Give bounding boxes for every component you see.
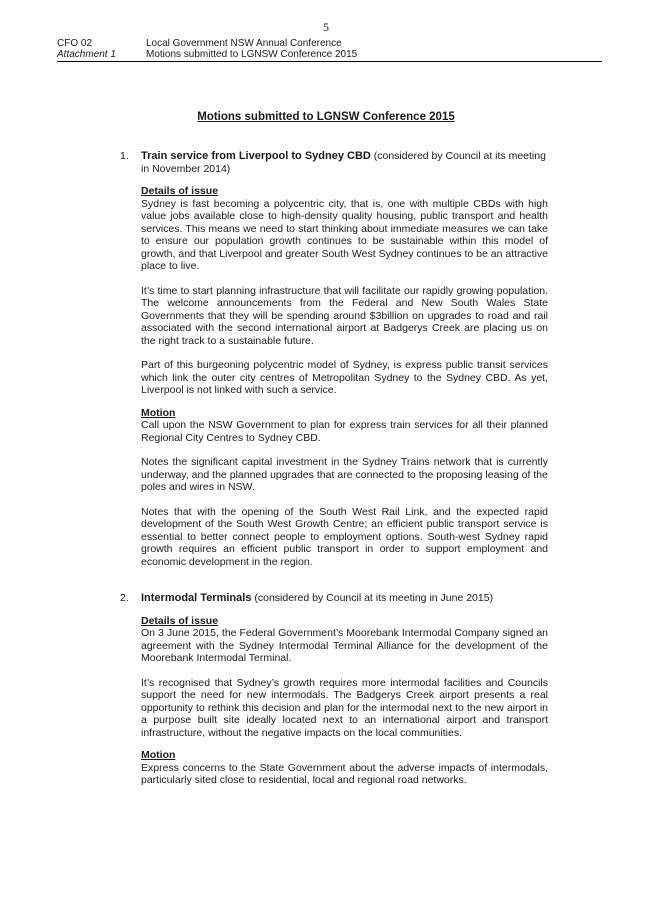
- details-section: [141, 185, 548, 397]
- motions-list: [120, 150, 548, 787]
- details-section: [141, 615, 548, 740]
- paragraph: Express concerns to the State Government about the adverse impacts of intermodals, particularly sited close to residential, local and regional road networks.: [141, 761, 548, 786]
- paragraph: It’s time to start planning infrastructure that will facilitate our rapidly growing population. The welcome announcements from the Federal and New South Wales State Governments that they will be spending around $3billion on upgrades to road and rail associated with the second international airport at Badgerys Creek are placing us on the right track to a sustainable future.: [141, 284, 548, 347]
- motion-item: [120, 592, 548, 787]
- paragraph: Notes that with the opening of the South West Rail Link, and the expected rapid development of the South West Growth Centre; an efficient public transport service is essential to better connect people to employment options. South-west Sydney rapid growth requires an efficient public transport in order to support employment and economic development in the region.: [141, 505, 548, 568]
- paragraph: Sydney is fast becoming a polycentric city, that is, one with multiple CBDs with high value jobs available close to high-density quality housing, public transport and health services. This means we need to start thinking about immediate measures we can take to ensure our population growth continues to be sustainable within this model of growth, and that Liverpool and greater South West Sydney continues to be an attractive place to live.: [141, 197, 548, 272]
- paragraph: On 3 June 2015, the Federal Government’s Moorebank Intermodal Company signed an agreement with the Sydney Intermodal Terminal Alliance for the development of the Moorebank Intermodal Terminal.: [141, 627, 548, 664]
- header-left: [57, 38, 116, 60]
- header-divider: [57, 61, 602, 62]
- item-number: 2.: [120, 592, 129, 604]
- paragraph: Part of this burgeoning polycentric model of Sydney, is express public transit services which link the outer city centres of Metropolitan Sydney to the Sydney CBD. As yet, Liverpool is not linked with such a service.: [141, 359, 548, 396]
- item-heading-title: Intermodal Terminals: [141, 592, 252, 604]
- details-heading: Details of issue: [141, 614, 219, 627]
- item-number: 1.: [120, 150, 129, 162]
- page-number: 5: [323, 20, 329, 34]
- page-title: Motions submitted to LGNSW Conference 2015: [197, 111, 455, 123]
- paragraph: Call upon the NSW Government to plan for express train services for all their planned Regional City Centres to Sydney CBD.: [141, 419, 548, 444]
- item-heading-note: (considered by Council at its meeting in November 2014): [141, 150, 546, 175]
- motion-section: [141, 749, 548, 787]
- header-conference: Local Government NSW Annual Conference: [146, 38, 342, 49]
- item-heading: [141, 150, 548, 175]
- details-heading: Details of issue: [141, 185, 219, 197]
- header-subject: Motions submitted to LGNSW Conference 2015: [146, 49, 358, 60]
- paragraph: Notes the significant capital investment in the Sydney Trains network that is currently underway, and the planned upgrades that are connected to the proposing leasing of the poles and wires in NSW.: [141, 456, 548, 493]
- item-heading: [141, 592, 548, 605]
- item-heading-title: Train service from Liverpool to Sydney CBD: [141, 150, 371, 162]
- header-right: [146, 38, 357, 60]
- header-doc-code: CFO 02: [57, 38, 93, 49]
- motion-heading: Motion: [141, 749, 176, 761]
- motion-item: [120, 150, 548, 568]
- header-attachment: Attachment 1: [57, 49, 116, 60]
- motion-heading: Motion: [141, 406, 176, 419]
- motion-section: [141, 407, 548, 569]
- item-heading-note: (considered by Council at its meeting in June 2015): [251, 592, 494, 604]
- paragraph: It’s recognised that Sydney’s growth requires more intermodal facilities and Councils support the need for new intermodals. The Badgerys Creek airport presents a real opportunity to rethink this decision and plan for the intermodal next to the new airport in a purpose built site ideally located next to an international airport and transport infrastructure, without the negative impacts on the local communities.: [141, 676, 548, 739]
